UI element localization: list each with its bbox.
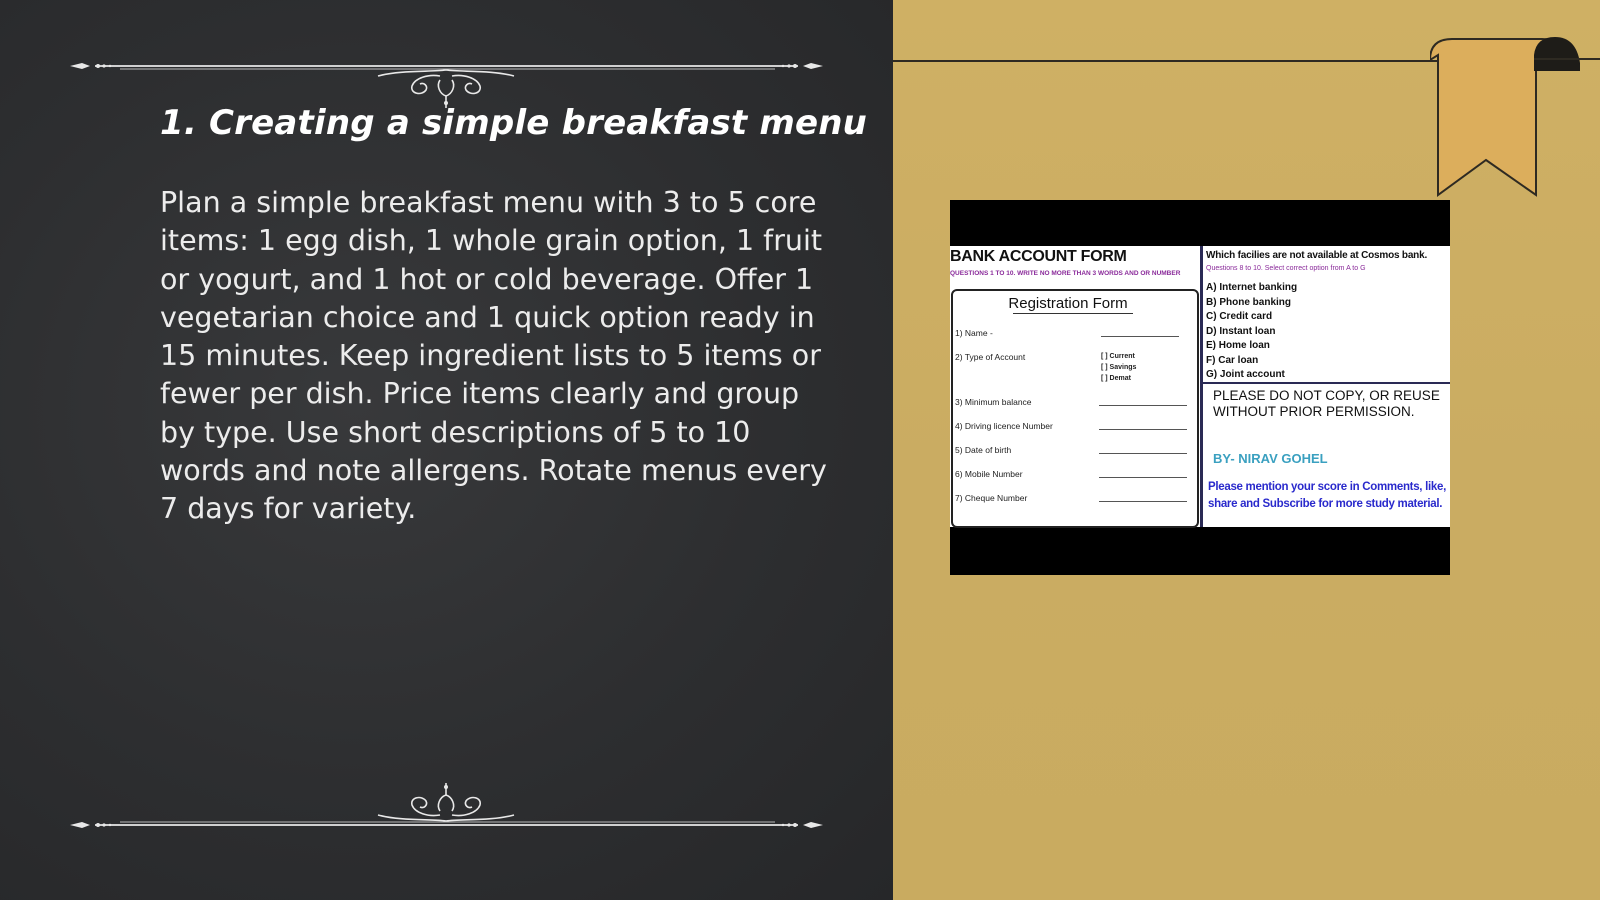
form-field-cheque: 7) Cheque Number — [955, 493, 1028, 503]
registration-form-title: Registration Form — [1008, 295, 1128, 312]
account-option: [ ] Savings — [1101, 364, 1137, 371]
form-image-content — [950, 246, 1450, 527]
answer-option: D) Instant loan — [1206, 326, 1276, 337]
bank-form-subtitle: QUESTIONS 1 TO 10. WRITE NO MORE THAN 3 WORDS AND OR NUMBER — [950, 270, 1181, 277]
form-field-line — [1099, 453, 1187, 454]
bookmark-ribbon — [1430, 35, 1600, 205]
answer-option: G) Joint account — [1206, 369, 1285, 380]
answer-option: B) Phone banking — [1206, 297, 1291, 308]
bank-form-section — [950, 246, 1203, 527]
form-field-name: 1) Name - — [955, 328, 993, 338]
slide-title: 1. Creating a simple breakfast menu — [160, 103, 868, 143]
form-field-licence: 4) Driving licence Number — [955, 421, 1053, 431]
slide-body-text: Plan a simple breakfast menu with 3 to 5 core items: 1 egg dish, 1 whole grain option, 1 fruit or yogurt, and 1 hot or cold beverage. Offer 1 vegetarian choice and 1 quick option ready in 15 minutes. Keep ingredient lists to 5 items or fewer per dish. Price items clearly and group by type. Use short descriptions of 5 to 10 words and note allergens. Rotate menus every 7 days for variety. — [160, 186, 827, 526]
form-field-line — [1099, 429, 1187, 430]
form-field-minimum-balance: 3) Minimum balance — [955, 397, 1032, 407]
top-ornament-divider — [0, 50, 893, 110]
answer-option: C) Credit card — [1206, 311, 1273, 322]
form-field-line — [1099, 477, 1187, 478]
author-byline: BY- NIRAV GOHEL — [1213, 451, 1328, 466]
registration-title-underline — [1013, 313, 1133, 314]
form-field-account-type: 2) Type of Account — [955, 352, 1026, 362]
bank-form-title: BANK ACCOUNT FORM — [950, 248, 1127, 265]
copyright-notice: PLEASE DO NOT COPY, OR REUSE WITHOUT PRIOR PERMISSION. — [1213, 388, 1440, 419]
form-field-line — [1099, 405, 1187, 406]
embedded-form-image — [950, 200, 1450, 575]
account-option: [ ] Current — [1101, 353, 1135, 360]
form-field-dob: 5) Date of birth — [955, 445, 1012, 455]
answer-option: E) Home loan — [1206, 340, 1270, 351]
bottom-ornament-divider — [0, 775, 893, 835]
subscribe-message: Please mention your score in Comments, like, share and Subscribe for more study material. — [1208, 481, 1446, 510]
panel-rule — [893, 60, 1443, 62]
answer-option: A) Internet banking — [1206, 282, 1298, 293]
form-field-line — [1101, 336, 1179, 337]
question-title: Which facilies are not available at Cosmos bank. — [1206, 250, 1428, 261]
question-subtitle: Questions 8 to 10. Select correct option from A to G — [1206, 265, 1366, 272]
form-field-mobile: 6) Mobile Number — [955, 469, 1023, 479]
registration-form-box — [951, 289, 1199, 528]
account-option: [ ] Demat — [1101, 375, 1131, 382]
form-field-line — [1099, 501, 1187, 502]
question-section — [1203, 246, 1450, 527]
answer-option: F) Car loan — [1206, 355, 1259, 366]
section-rule — [1203, 382, 1450, 384]
